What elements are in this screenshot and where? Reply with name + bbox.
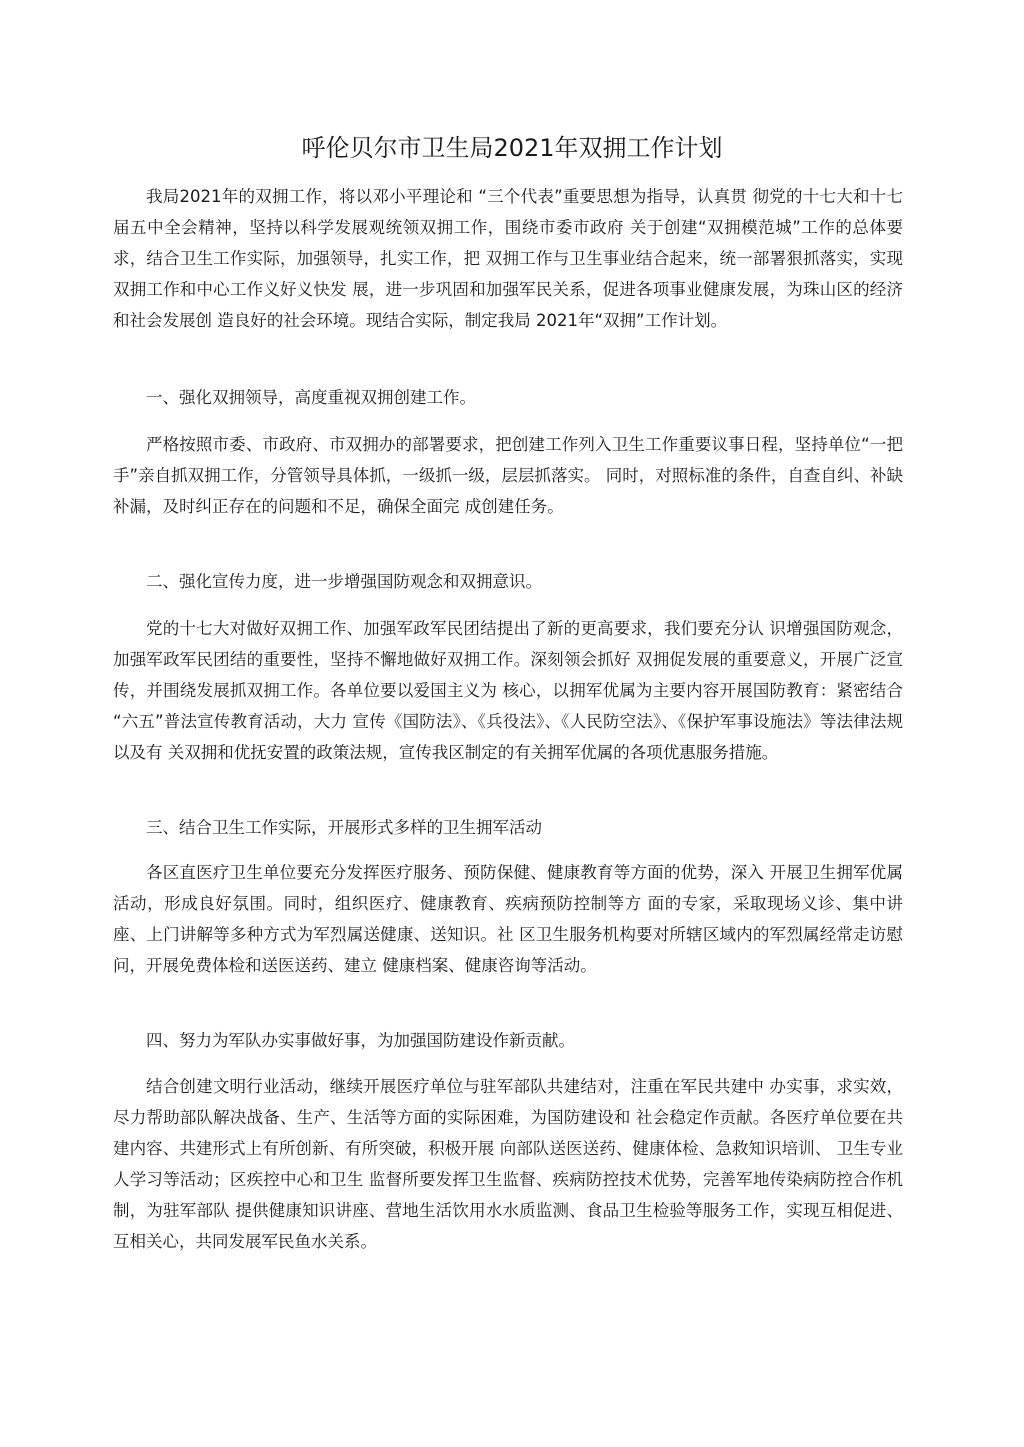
section-body-2: 党的十七大对做好双拥工作、加强军政军民团结提出了新的更高要求，我们要充分认 识增强国防观念，加强军政军民团结的重要性，坚持不懈地做好双拥工作。深刻领会抓好 双拥促发展的重要意义，开展广泛宣传，并围绕发展抓双拥工作。各单位要以爱国主义为 核心，以拥军优属为主要内容开展国防教育：紧密结合 “六五”普法宣传教育活动，大力 宣传《国防法》、《兵役法》、《人民防空法》、《保护军事设施法》等法律法规以及有 关双拥和优抚安置的政策法规，宣传我区制定的有关拥军优属的各项优惠服务措施。: [113, 619, 903, 762]
section-heading-3: 三、结合卫生工作实际，开展形式多样的卫生拥军活动: [146, 818, 542, 837]
section-heading-1: 一、强化双拥领导，高度重视双拥创建工作。: [146, 388, 476, 407]
intro-paragraph: 我局2021年的双拥工作，将以邓小平理论和 “三个代表”重要思想为指导，认真贯 彻党的十七大和十七届五中全会精神，坚持以科学发展观统领双拥工作，围绕市委市政府 关于创建“双拥模范城”工作的总体要求，结合卫生工作实际，加强领导，扎实工作，把 双拥工作与卫生事业结合起来，统一部署狠抓落实，实现双拥工作和中心工作义好义快发 展，进一步巩固和加强军民关系，促进各项事业健康发展，为珠山区的经济和社会发展创 造良好的社会环境。现结合实际，制定我局 2021年“双拥”工作计划。: [113, 187, 903, 330]
section-heading-2: 二、强化宣传力度，进一步增强国防观念和双拥意识。: [146, 572, 542, 591]
section-body-3: 各区直医疗卫生单位要充分发挥医疗服务、预防保健、健康教育等方面的优势，深入 开展卫生拥军优属活动，形成良好氛围。同时，组织医疗、健康教育、疾病预防控制等方 面的专家，采取现场义诊、集中讲座、上门讲解等多种方式为军烈属送健康、送知识。社 区卫生服务机构要对所辖区域内的军烈属经常走访慰问，开展免费体检和送医送药、建立 健康档案、健康咨询等活动。: [113, 863, 903, 975]
document-title: 呼伦贝尔市卫生局2021年双拥工作计划: [301, 134, 723, 162]
section-heading-4: 四、努力为军队办实事做好事，为加强国防建设作新贡献。: [146, 1031, 575, 1050]
section-body-4: 结合创建文明行业活动，继续开展医疗单位与驻军部队共建结对，注重在军民共建中 办实事，求实效，尽力帮助部队解决战备、生产、生活等方面的实际困难，为国防建设和 社会稳定作贡献。各医疗单位要在共建内容、共建形式上有所创新、有所突破，积极开展 向部队送医送药、健康体检、急救知识培训、 卫生专业人学习等活动；区疾控中心和卫生 监督所要发挥卫生监督、疾病防控技术优势，完善军地传染病防控合作机制，为驻军部队 提供健康知识讲座、营地生活饮用水水质监测、食品卫生检验等服务工作，实现互相促进、 互相关心，共同发展军民鱼水关系。: [113, 1077, 903, 1251]
section-body-1: 严格按照市委、市政府、市双拥办的部署要求，把创建工作列入卫生工作重要议事日程，坚持单位“一把手”亲自抓双拥工作，分管领导具体抓，一级抓一级，层层抓落实。 同时，对照标准的条件，自查自纠、补缺补漏，及时纠正存在的问题和不足，确保全面完 成创建任务。: [113, 435, 903, 516]
